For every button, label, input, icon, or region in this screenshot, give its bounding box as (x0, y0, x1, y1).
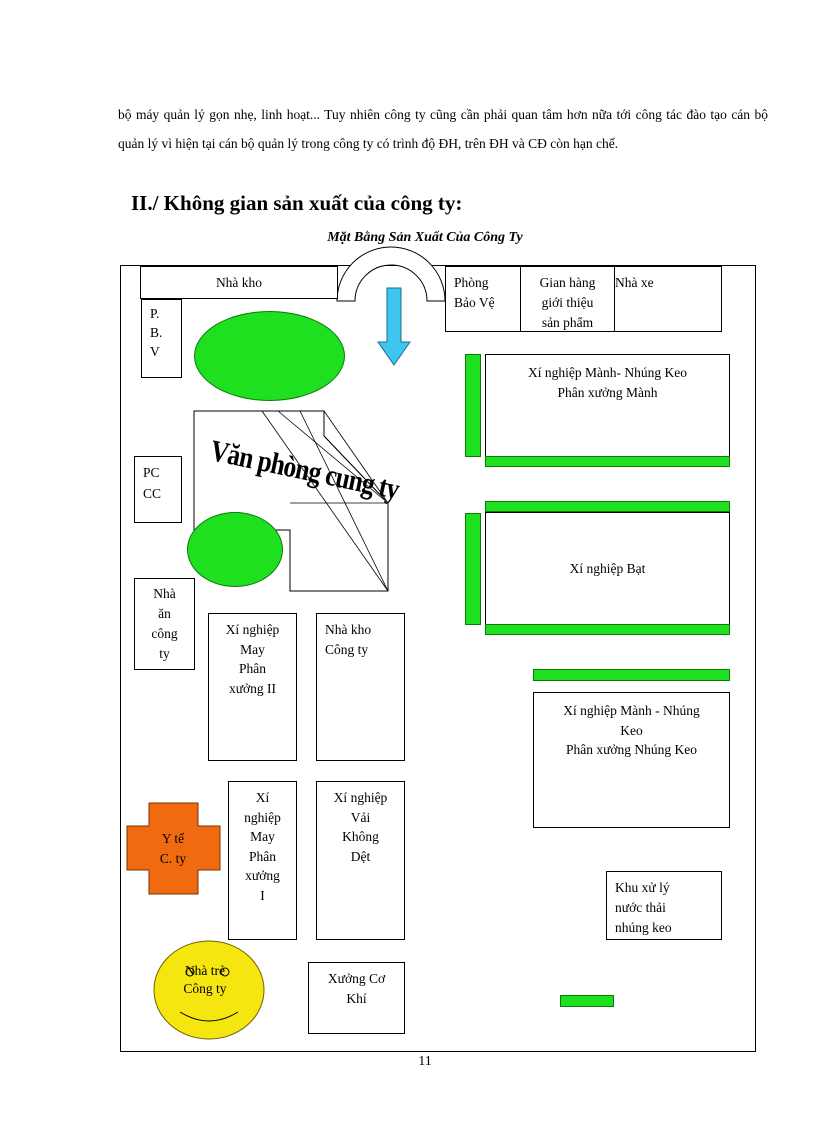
green-strip (485, 624, 730, 635)
office-label: Văn phòng cung ty (207, 434, 402, 507)
green-area-top (194, 311, 345, 401)
wastewater-area: Khu xử lý nước thải nhúng keo (606, 871, 722, 940)
showroom: Gian hàng giới thiệu sản phẩm (520, 266, 615, 332)
mechanical-workshop: Xưởng Cơ Khí (308, 962, 405, 1034)
section-heading: II./ Không gian sản xuất của công ty: (131, 191, 463, 215)
diagram-title: Mặt Bằng Sản Xuất Của Công Ty (327, 230, 523, 245)
page-number: 11 (418, 1054, 432, 1069)
entrance-arrow-icon (378, 288, 410, 365)
factory-bat: Xí nghiệp Bạt (485, 512, 730, 625)
sewing-factory-1: Xí nghiệp May Phân xưởng I (228, 781, 297, 940)
green-strip (465, 354, 481, 457)
nonwoven-factory: Xí nghiệp Vải Không Dệt (316, 781, 405, 940)
green-strip (485, 501, 730, 512)
green-area-left (187, 512, 283, 587)
body-paragraph: bộ máy quản lý gọn nhẹ, linh hoạt... Tuy nhiên công ty cũng cần phải quan tâm hơn nữa tới công tác đào tạo cán bộ quản lý vì hiện tại cán bộ quản lý trong công ty có trình độ ĐH, trên ĐH và CĐ còn hạn chế. (118, 107, 768, 151)
green-strip (485, 456, 730, 467)
pbv-building: P. B. V (141, 299, 182, 378)
garage: Nhà xe (614, 266, 722, 332)
company-warehouse: Nhà kho Công ty (316, 613, 405, 761)
medical-label: Y tế C. ty (159, 831, 187, 866)
fire-station: PC CC (134, 456, 182, 523)
green-strip (560, 995, 614, 1007)
factory-manh: Xí nghiệp Mành- Nhúng Keo Phân xưởng Mành (485, 354, 730, 457)
green-strip (465, 513, 481, 625)
canteen: Nhà ăn công ty (134, 578, 195, 670)
kindergarten-label: Nhà trẻ Công ty (183, 963, 227, 996)
factory-nhung-keo: Xí nghiệp Mành - Nhúng Keo Phân xưởng Nhúng Keo (533, 692, 730, 828)
warehouse-top: Nhà kho (140, 266, 338, 299)
sewing-factory-2: Xí nghiệp May Phân xưởng II (208, 613, 297, 761)
security-room: Phòng Bảo Vệ (445, 266, 521, 332)
green-strip (533, 669, 730, 681)
